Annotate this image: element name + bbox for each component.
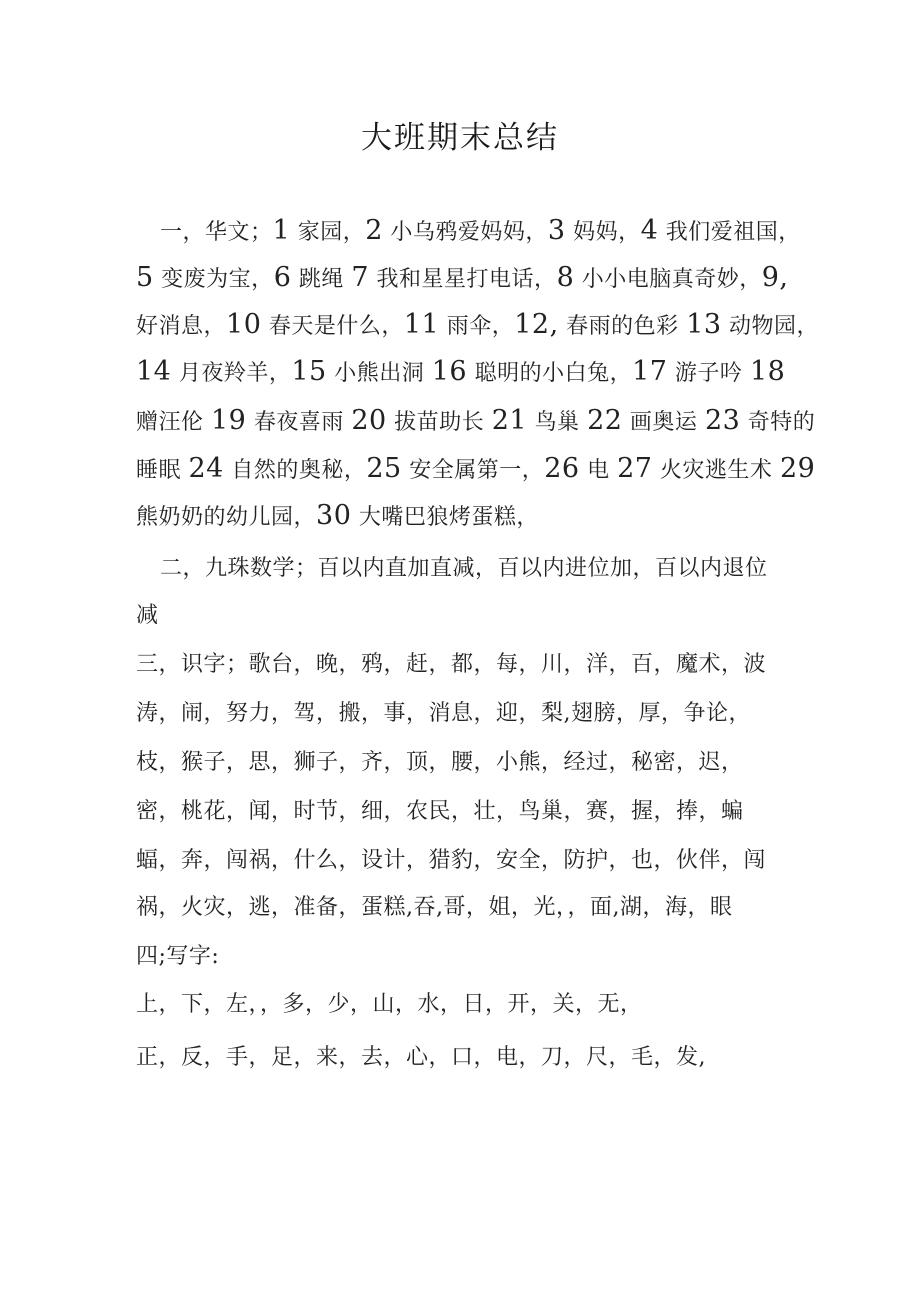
text-segment: 月夜羚羊， — [171, 361, 292, 386]
text-segment: 跳绳 — [291, 267, 352, 292]
item-number: 20 — [351, 405, 387, 436]
text-segment: 熊奶奶的幼儿园， — [136, 505, 317, 530]
text-segment: 妈妈， — [565, 220, 641, 245]
text-line — [160, 215, 801, 246]
text-segment: 动物园， — [721, 314, 820, 339]
text-segment: 我和星星打电话， — [369, 267, 557, 292]
text-line — [136, 598, 159, 629]
text-segment: 春夜喜雨 — [246, 410, 352, 435]
text-segment: 好消息， — [136, 314, 227, 339]
item-number: 12, — [514, 309, 559, 340]
text-segment: 蝠，奔，闯祸，什么，设计，猎豹，安全，防护，也，伙伴，闯 — [136, 848, 767, 873]
item-number: 4 — [640, 215, 659, 246]
item-number: 6 — [273, 262, 292, 293]
text-line — [136, 262, 789, 293]
text-segment: 涛，闹，努力，驾，搬，事，消息，迎，梨,翅膀，厚，争论， — [136, 701, 751, 726]
item-number: 18 — [749, 356, 786, 387]
item-number: 24 — [188, 453, 224, 484]
text-segment: 上，下，左，，多，少，山，水，日，开，关，无， — [136, 992, 643, 1017]
text-segment: 变废为宝， — [153, 267, 274, 292]
text-segment: 画奥运 — [622, 410, 705, 435]
item-number: 7 — [351, 262, 370, 293]
text-line — [136, 843, 766, 874]
item-number: 5 — [136, 262, 154, 293]
item-number: 17 — [632, 356, 668, 387]
text-line — [136, 987, 643, 1018]
text-line — [136, 794, 744, 825]
text-segment: 四;写字: — [136, 944, 220, 969]
item-number: 23 — [704, 405, 741, 436]
text-line — [136, 939, 219, 970]
text-segment: 大嘴巴狼烤蛋糕， — [351, 505, 539, 530]
text-segment: 减 — [136, 603, 159, 628]
item-number: 10 — [226, 309, 262, 340]
text-segment: 枝，猴子，思，狮子，齐，顶，腰，小熊，经过，秘密，迟， — [136, 750, 744, 775]
text-segment: 一，华文； — [160, 220, 273, 245]
item-number: 16 — [431, 356, 468, 387]
text-segment: 春天是什么， — [261, 314, 404, 339]
text-segment: 春雨的色彩 — [558, 314, 687, 339]
page-title: 大班期末总结 — [361, 120, 559, 156]
text-segment: 电 — [579, 458, 618, 483]
item-number: 13 — [686, 309, 722, 340]
item-number: 21 — [491, 405, 528, 436]
text-segment: 正，反，手，足，来，去，心，口，电，刀，尺，毛，发, — [136, 1045, 706, 1070]
text-segment: 我们爱祖国， — [658, 220, 801, 245]
text-segment: 赠汪伦 — [136, 410, 211, 435]
text-segment: 拔苗助长 — [386, 410, 492, 435]
text-segment: 睡眠 — [136, 458, 189, 483]
text-segment: 游子吟 — [667, 361, 750, 386]
text-segment: 密，桃花，闻，时节，细，农民，壮，鸟巢，赛，握，捧，蝙 — [136, 799, 744, 824]
item-number: 25 — [366, 453, 402, 484]
text-line — [136, 696, 751, 727]
text-line — [136, 453, 815, 484]
item-number: 11 — [403, 309, 440, 340]
text-segment: 三，识字；歌台，晚，鸦，赶，都，每，川，洋，百，魔术，波 — [136, 652, 767, 677]
text-segment: 小乌鸦爱妈妈， — [382, 220, 548, 245]
item-number: 3 — [547, 215, 566, 246]
text-segment: 小小电脑真奇妙， — [574, 267, 762, 292]
text-line — [136, 309, 819, 340]
text-segment: 雨伞， — [439, 314, 515, 339]
text-segment: 安全属第一， — [401, 458, 545, 483]
item-number: 26 — [544, 453, 580, 484]
text-segment: 自然的奥秘， — [223, 458, 367, 483]
item-number: 19 — [211, 405, 247, 436]
item-number: 27 — [617, 453, 653, 484]
item-number: 9, — [761, 262, 789, 293]
text-line — [160, 551, 768, 582]
text-segment: 二，九珠数学；百以内直加直减，百以内进位加，百以内退位 — [160, 556, 768, 581]
text-line — [136, 1040, 706, 1071]
text-segment: 家园， — [290, 220, 366, 245]
item-number: 30 — [316, 500, 352, 531]
text-line — [136, 356, 785, 387]
item-number: 8 — [556, 262, 575, 293]
text-line — [136, 500, 539, 531]
item-number: 14 — [136, 356, 172, 387]
item-number: 22 — [587, 405, 623, 436]
text-segment: 鸟巢 — [527, 410, 588, 435]
text-segment: 火灾逃生术 — [652, 458, 780, 483]
text-line — [136, 647, 766, 678]
item-number: 15 — [291, 356, 327, 387]
text-line — [136, 745, 744, 776]
text-segment: 祸，火灾，逃，准备，蛋糕,吞,哥，姐，光，，面,湖，海，眼 — [136, 895, 733, 920]
text-segment: 奇特的 — [740, 410, 816, 435]
text-line — [136, 890, 732, 921]
text-segment: 小熊出洞 — [326, 361, 432, 386]
item-number: 2 — [365, 215, 383, 246]
item-number: 29 — [779, 453, 816, 484]
text-segment: 聪明的小白兔， — [467, 361, 633, 386]
item-number: 1 — [272, 215, 291, 246]
text-line — [136, 405, 815, 436]
